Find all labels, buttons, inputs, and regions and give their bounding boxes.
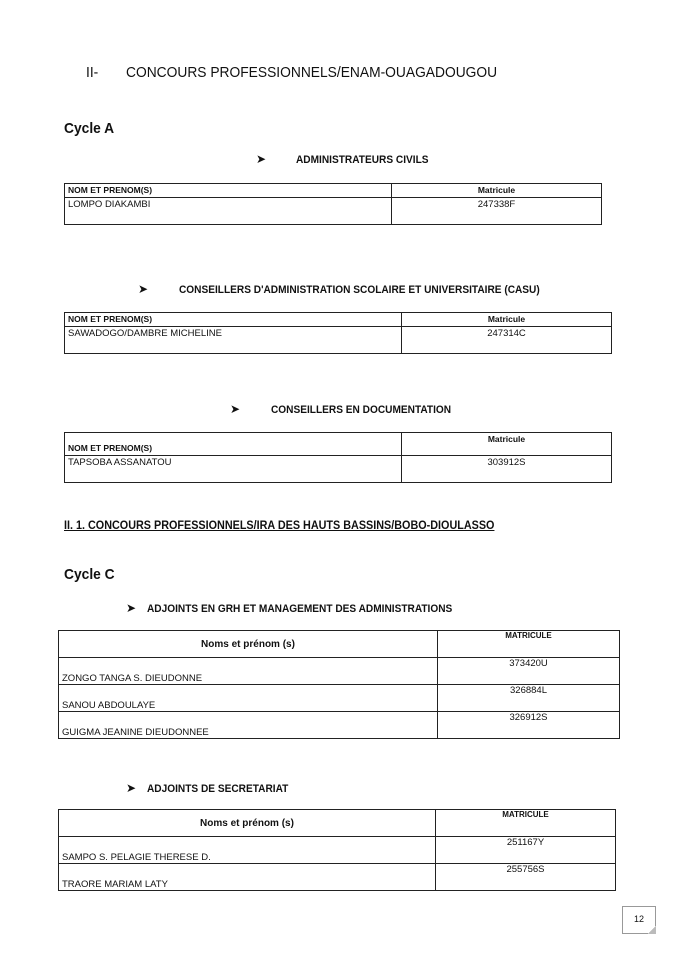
table-row — [65, 198, 602, 225]
secretariat-table — [58, 809, 616, 891]
table-row — [65, 327, 612, 354]
row-name: TAPSOBA ASSANATOU — [65, 456, 402, 483]
row-name: SAMPO S. PELAGIE THERESE D. — [59, 837, 436, 864]
col-name-header: NOM ET PRENOM(S) — [65, 313, 402, 327]
documentation-heading: CONSEILLERS EN DOCUMENTATION — [271, 404, 452, 416]
cycle-c-heading: Cycle C — [64, 566, 115, 583]
row-name: SAWADOGO/DAMBRE MICHELINE — [65, 327, 402, 354]
col-matricule-header: MATRICULE — [436, 810, 616, 837]
arrow-icon: ➤ — [126, 601, 137, 615]
table-row — [59, 685, 620, 712]
row-matricule: 326912S — [438, 712, 620, 739]
table-row — [59, 658, 620, 685]
table-row — [59, 864, 616, 891]
row-matricule: 255756S — [436, 864, 616, 891]
col-name-header: Noms et prénom (s) — [59, 810, 436, 837]
row-matricule: 251167Y — [436, 837, 616, 864]
col-matricule-header: MATRICULE — [438, 631, 620, 658]
admin-civils-table — [64, 183, 602, 225]
col-matricule-header: Matricule — [402, 433, 612, 456]
admin-civils-heading: ADMINISTRATEURS CIVILS — [296, 154, 429, 166]
grh-table — [58, 630, 620, 739]
col-name-header: NOM ET PRENOM(S) — [65, 184, 392, 198]
casu-table — [64, 312, 612, 354]
casu-heading: CONSEILLERS D'ADMINISTRATION SCOLAIRE ET UNIVERSITAIRE (CASU) — [179, 284, 540, 296]
section-title: CONCOURS PROFESSIONNELS/ENAM-OUAGADOUGOU — [126, 64, 498, 81]
row-name: SANOU ABDOULAYE — [59, 685, 438, 712]
row-name: TRAORE MARIAM LATY — [59, 864, 436, 891]
row-name: GUIGMA JEANINE DIEUDONNEE — [59, 712, 438, 739]
row-name: ZONGO TANGA S. DIEUDONNE — [59, 658, 438, 685]
row-matricule: 373420U — [438, 658, 620, 685]
row-matricule: 247338F — [392, 198, 602, 225]
row-matricule: 326884L — [438, 685, 620, 712]
row-matricule: 303912S — [402, 456, 612, 483]
arrow-icon: ➤ — [256, 152, 267, 166]
section-2-title: II. 1. CONCOURS PROFESSIONNELS/IRA DES HAUTS BASSINS/BOBO-DIOULASSO — [64, 518, 495, 532]
col-name-header: Noms et prénom (s) — [59, 631, 438, 658]
cycle-a-heading: Cycle A — [64, 120, 115, 137]
col-matricule-header: Matricule — [392, 184, 602, 198]
table-row — [59, 837, 616, 864]
row-matricule: 247314C — [402, 327, 612, 354]
col-matricule-header: Matricule — [402, 313, 612, 327]
grh-heading: ADJOINTS EN GRH ET MANAGEMENT DES ADMINISTRATIONS — [147, 603, 453, 615]
table-row — [59, 712, 620, 739]
arrow-icon: ➤ — [126, 781, 137, 795]
secretariat-heading: ADJOINTS DE SECRETARIAT — [147, 783, 289, 795]
row-name: LOMPO DIAKAMBI — [65, 198, 392, 225]
col-name-header: NOM ET PRENOM(S) — [65, 433, 402, 456]
documentation-table — [64, 432, 612, 483]
arrow-icon: ➤ — [138, 282, 149, 296]
section-number: II- — [86, 64, 99, 81]
arrow-icon: ➤ — [230, 402, 241, 416]
table-row — [65, 456, 612, 483]
page-number: 12 — [622, 906, 656, 934]
